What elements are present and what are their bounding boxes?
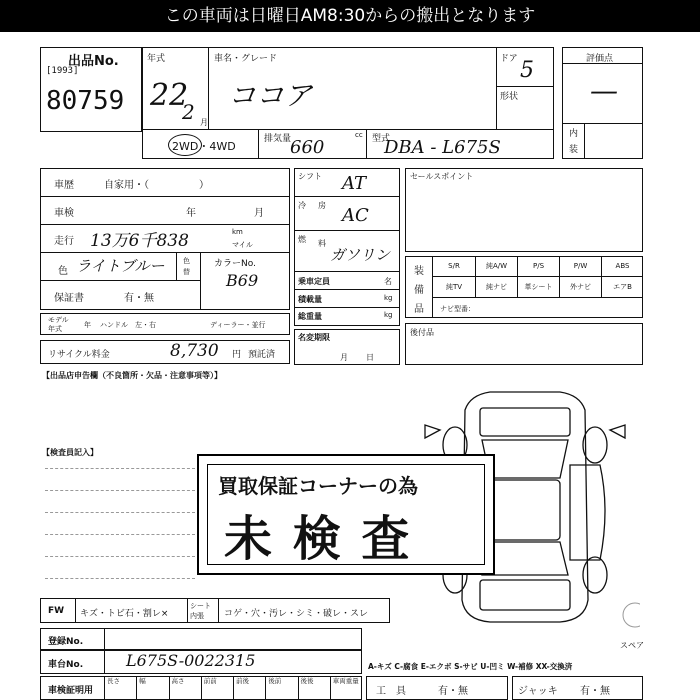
jack-value: 有・無 bbox=[580, 686, 610, 697]
color-change-1: 色 bbox=[183, 257, 190, 265]
ac-label-2: 房 bbox=[318, 201, 326, 210]
navi-model-label: ナビ型番： bbox=[440, 305, 475, 313]
interior-label-2: 装 bbox=[569, 145, 579, 155]
color-no-label: カラーNo. bbox=[214, 259, 256, 269]
equipment-cell: P/S bbox=[517, 256, 559, 276]
chassis-label: 車台No. bbox=[48, 660, 84, 670]
sales-label: セールスポイント bbox=[410, 172, 474, 181]
name-change-unit: 月日 bbox=[340, 353, 392, 362]
reg-no-box bbox=[40, 628, 362, 650]
shift-value: AT bbox=[342, 173, 367, 194]
stamp-line-1: 買取保証コーナーの為 bbox=[218, 474, 418, 498]
model-row-year: 年 bbox=[84, 321, 91, 329]
seat-label-2: 内張 bbox=[190, 612, 204, 620]
lot-sub: [1993] bbox=[46, 66, 79, 76]
spare-label: スペア bbox=[620, 641, 644, 650]
equipment-cell: S/R bbox=[448, 262, 460, 270]
interior-label-1: 内 bbox=[569, 129, 579, 139]
car-roof bbox=[490, 480, 560, 540]
jack-label: ジャッキ bbox=[518, 686, 558, 697]
equipment-cell: 革シート bbox=[517, 277, 559, 297]
capacity-unit: 名 bbox=[384, 277, 392, 286]
wheel-rr bbox=[583, 557, 607, 593]
year-value: 22 bbox=[150, 78, 189, 113]
car-hood bbox=[480, 408, 570, 436]
inspection-label: 車検 bbox=[54, 208, 74, 219]
load-label: 積載量 bbox=[298, 295, 322, 304]
equipment-cell: 純A/W bbox=[475, 256, 517, 276]
equipment-side-2: 備 bbox=[414, 285, 424, 296]
model-row-label-2: 年式 bbox=[48, 325, 62, 333]
mileage-unit-2: マイル bbox=[232, 241, 253, 249]
tools-label: 工 具 bbox=[376, 686, 406, 697]
cert-cell: 高さ bbox=[169, 676, 201, 700]
displacement-label: 排気量 bbox=[264, 134, 292, 144]
shape-label: 形状 bbox=[500, 92, 519, 102]
cert-cell: 幅 bbox=[136, 676, 168, 700]
name-change-label: 名変期限 bbox=[298, 333, 330, 342]
inspection-month: 月 bbox=[254, 208, 264, 219]
fw-text: キズ・トビ石・割レ× bbox=[80, 609, 169, 619]
fw-label: FW bbox=[48, 606, 65, 616]
seat-label-1: シート bbox=[190, 602, 211, 610]
color-label: 色 bbox=[58, 266, 68, 277]
spare-tire-circle bbox=[623, 603, 640, 627]
fuel-label-1: 燃 bbox=[298, 235, 306, 244]
shift-label: シフト bbox=[298, 172, 322, 181]
equipment-side-3: 品 bbox=[414, 304, 424, 315]
color-change-2: 替 bbox=[183, 268, 190, 276]
mileage-value: 13万6千838 bbox=[90, 231, 189, 251]
equipment-side-1: 装 bbox=[414, 266, 424, 277]
mirror-right bbox=[610, 425, 625, 438]
equipment-cell: ABS bbox=[601, 256, 643, 276]
warranty-label: 保証書 bbox=[54, 293, 84, 304]
cert-label: 車検証明用 bbox=[48, 686, 94, 696]
type-label: 型式 bbox=[372, 134, 391, 144]
score-label: 評価点 bbox=[586, 54, 614, 64]
after-box bbox=[405, 323, 643, 365]
chassis-value: L675S-0022315 bbox=[126, 651, 256, 670]
ac-value: AC bbox=[342, 205, 369, 226]
mileage-unit: km bbox=[232, 228, 243, 236]
cert-cell: 前後 bbox=[233, 676, 265, 700]
warranty-value: 有・無 bbox=[124, 293, 154, 304]
drive-circle bbox=[168, 134, 202, 156]
equipment-cell: 純TV bbox=[445, 283, 463, 291]
notice-banner: この車両は日曜日AM8:30からの搬出となります bbox=[0, 0, 700, 32]
lot-number: 80759 bbox=[46, 86, 125, 116]
cert-cell: 後前 bbox=[265, 676, 297, 700]
displacement-value: 660 bbox=[290, 137, 325, 158]
capacity-label: 乗車定員 bbox=[298, 277, 330, 286]
drive-label: 2WD・4WD bbox=[172, 140, 236, 153]
equipment-cell: 外ナビ bbox=[559, 277, 601, 297]
recycle-deposit: 預託済 bbox=[248, 350, 276, 360]
registration-label: 車歴 bbox=[54, 180, 74, 191]
gross-unit: kg bbox=[384, 311, 393, 319]
gross-label: 総重量 bbox=[298, 312, 322, 321]
wheel-fr bbox=[583, 427, 607, 463]
inspector-label: 【検査員記入】 bbox=[42, 448, 98, 457]
cert-cell: 車両重量 bbox=[330, 676, 362, 700]
color-no-value: B69 bbox=[226, 271, 259, 290]
mirror-left bbox=[425, 425, 440, 438]
type-value: DBA - L675S bbox=[384, 137, 501, 158]
model-label: 車名・グレード bbox=[214, 54, 278, 64]
damage-legend: A-キズ C-腐食 E-エクボ S-サビ U-凹ミ W-補修 XX-交換済 bbox=[368, 662, 573, 671]
notes-label: 【出品店申告欄（不良箇所・欠品・注意事項等）】 bbox=[42, 371, 222, 380]
tools-value: 有・無 bbox=[438, 686, 468, 697]
displacement-unit: cc bbox=[355, 131, 363, 139]
model-row-label-1: モデル bbox=[48, 316, 69, 324]
fuel-label-2: 料 bbox=[318, 239, 326, 248]
year-label: 年式 bbox=[147, 54, 166, 64]
score-value: — bbox=[590, 74, 618, 107]
cert-cell: 長さ bbox=[104, 676, 136, 700]
cert-cell: 後後 bbox=[298, 676, 330, 700]
model-row-dealer: ディーラー・並行 bbox=[210, 321, 266, 329]
equipment-cell: P/W bbox=[559, 256, 601, 276]
cert-cell: 前前 bbox=[201, 676, 233, 700]
equipment-cell: 純ナビ bbox=[475, 277, 517, 297]
load-unit: kg bbox=[384, 294, 393, 302]
reg-no-label: 登録No. bbox=[48, 637, 84, 647]
inspection-year: 年 bbox=[186, 208, 196, 219]
recycle-label: リサイクル料金 bbox=[48, 350, 110, 360]
seat-text: コゲ・穴・汚レ・シミ・破レ・スレ bbox=[224, 609, 369, 619]
equipment-cell: エアB bbox=[601, 277, 643, 297]
fuel-value: ガソリン bbox=[330, 246, 391, 264]
model-value: ココア bbox=[228, 79, 313, 112]
after-label: 後付品 bbox=[410, 328, 434, 337]
lot-label: 出品No. bbox=[68, 54, 119, 69]
model-row-handle: ハンドル 左・右 bbox=[100, 321, 156, 329]
car-trunk bbox=[480, 580, 570, 610]
month-unit: 月 bbox=[200, 118, 208, 127]
recycle-unit: 円 bbox=[232, 350, 242, 360]
recycle-value: 8,730 bbox=[170, 341, 219, 361]
door-value: 5 bbox=[520, 58, 534, 83]
year-month-value: 2 bbox=[182, 100, 195, 124]
color-value: ライトブルー bbox=[76, 257, 165, 275]
registration-value: 自家用・（ ） bbox=[104, 180, 209, 191]
mileage-label: 走行 bbox=[54, 236, 74, 247]
ac-label-1: 冷 bbox=[298, 201, 306, 210]
door-label: ドア bbox=[500, 54, 518, 64]
stamp-line-2: 未 検 査 bbox=[224, 511, 412, 567]
